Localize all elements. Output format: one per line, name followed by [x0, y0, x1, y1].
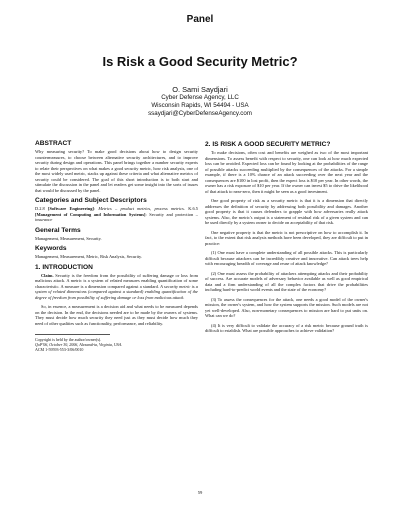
paper-title: Is Risk a Good Security Metric?: [102, 54, 298, 69]
page-number: 59: [197, 490, 203, 495]
section2-heading: 2. IS RISK A GOOD SECURITY METRIC?: [205, 141, 331, 148]
intro-claim-lead: Claim.: [41, 272, 54, 278]
category-name-1: [Software Engineering]: [48, 206, 94, 211]
intro-paragraph-2: So, in essence, a measurement is a decision aid and what needs to be measured depends on the decision. In the end, the decisions needed are to be made by the owners of systems. They must decide how much security they need just as they must decide how much they need of other qualities such as functionality, performance, and reliability.: [35, 304, 198, 326]
copyright-block: [35, 337, 198, 352]
category-desc-2: insurance: [35, 217, 53, 222]
author-name: O. Sami Saydjari: [172, 85, 228, 94]
general-terms-body: Management, Measurement, Security.: [35, 235, 102, 241]
general-terms-heading: General Terms: [35, 226, 81, 234]
section2-paragraph-1: To make decisions, often cost and benefits are weighed as two of the most important dimensions. To assess benefit with respect to security, one can look at how much expected loss can be avoided. Expected loss can be found by looking at the probabilities of the range of possible attacks succeeding multiplied by the consequences of the attacks. For a simple example, if there is a 10% chance of an attack succeeding over the next year and the consequences are $100 in lost profit, then the expect loss is $10 per year. In other words, the owner has a risk exposure of $10 per year. If the owner can invest $5 to drive the likelihood of that attack to near-zero, then it might be seen as a good investment.: [205, 150, 368, 194]
categories-heading: Categories and Subject Descriptors: [35, 197, 147, 204]
section2-item-1: (1) One must have a complete understanding of all possible attacks. This is particularly difficult because attackers can be incredibly creative and innovative. Can attack trees help with encouraging breadth of coverage and reuse of attack knowledge?: [205, 250, 368, 266]
author-address: Wisconsin Rapids, WI 54494 - USA: [151, 102, 249, 109]
section2-paragraph-3: One negative property is that the metric is not prescriptive on how to accomplish it. In fact, to the extent that risk analysis methods have been developed, they are difficult to put in practice:: [205, 229, 368, 246]
category-name-2: [Management of Computing and Information Systems]: [35, 211, 146, 217]
copyright-line-3: ACM 1-59593-553-3/06/0010: [35, 347, 84, 352]
author-email: ssaydjari@CyberDefenseAgency.com: [148, 110, 252, 117]
section2-paragraph-2: One good property of risk as a security metric is that it is a dimension that directly addresses the definition of security by addressing both possibility and damages. Another good property is that it causes defenders to grapple with how adversaries really attack systems. Also, the metric's output is a statement of residual risk of a given system and can be used directly by a system owner to decide on acceptability of that risk.: [205, 198, 368, 225]
section2-item-2: (2) One must assess the probability of attackers attempting attacks and their probability of success. Are accurate models of adversary behavior available as well as good empirical data and a firm understanding of all the complex factors that drive the probabilities including hard-to-predict world events and the state of the economy?: [205, 270, 368, 292]
abstract-body: Why measuring security? To make good decisions about how to design security countermeasures, to choose between alternative security architectures, and to improve security during design and operations. This panel brings together a number security experts to relate their perspectives on what makes a good security metric, how risk analysis, one of the most widely used metric, stacks up against these criteria and what alternative metrics of security could be considered. The goal of this short introduction is to both start and stimulate the discussion in the panel and let readers get some insight into the sorts of issues that would be discussed by the panel.: [35, 149, 198, 193]
right-column: [205, 141, 368, 338]
abstract-heading: ABSTRACT: [35, 140, 72, 147]
intro-p1-definition: A security metric is a system of related dimensions (compared against a standard) enabling quantification of the degree of freedom from possibility of suffering damage or loss from malicious attack.: [35, 283, 199, 300]
intro-heading: 1. INTRODUCTION: [35, 263, 93, 271]
keywords-heading: Keywords: [35, 245, 67, 252]
categories-body: [35, 206, 198, 223]
category-separator-1: :: [93, 206, 99, 211]
section2-item-4: (4) It is very difficult to validate the accuracy of a risk metric because ground truth is difficult to establish. What are possible approaches to achieve validation?: [205, 322, 368, 333]
copyright-line-2: QoP'06, October 30, 2006, Alexandria, Virginia, USA.: [35, 342, 123, 347]
left-column: [35, 140, 198, 352]
intro-p1-text: Security is the freedom from the possibility of suffering damage or loss from malicious attack. A metric is a system of related measures enabling quantification of some characteristic. A measure is a dimension compared against a standard.: [35, 272, 198, 289]
category-separator-2: : Security and protection –: [145, 211, 198, 217]
copyright-line-1: Copyright is held by the author/owner(s).: [35, 337, 102, 342]
intro-paragraph-1: [35, 273, 198, 301]
category-desc-1: Metrics – product metrics, process metrics.: [98, 206, 189, 211]
panel-label: Panel: [186, 14, 214, 25]
author-affiliation: Cyber Defense Agency, LLC: [161, 94, 239, 101]
section2-item-3: (3) To assess the consequences for the attack, one needs a good model of the owner's mission, the owner's system, and how the system supports the mission. Such models are not yet well-developed. Also, non-monetary consequences to mission are hard to put units on. What can we do?: [205, 296, 368, 318]
category-code-1: D.2.8: [35, 206, 49, 211]
keywords-body: Management, Measurement, Metric, Risk Analysis, Security.: [35, 254, 143, 259]
author-block: [0, 85, 400, 118]
category-code-2: K.6.5: [188, 206, 198, 211]
